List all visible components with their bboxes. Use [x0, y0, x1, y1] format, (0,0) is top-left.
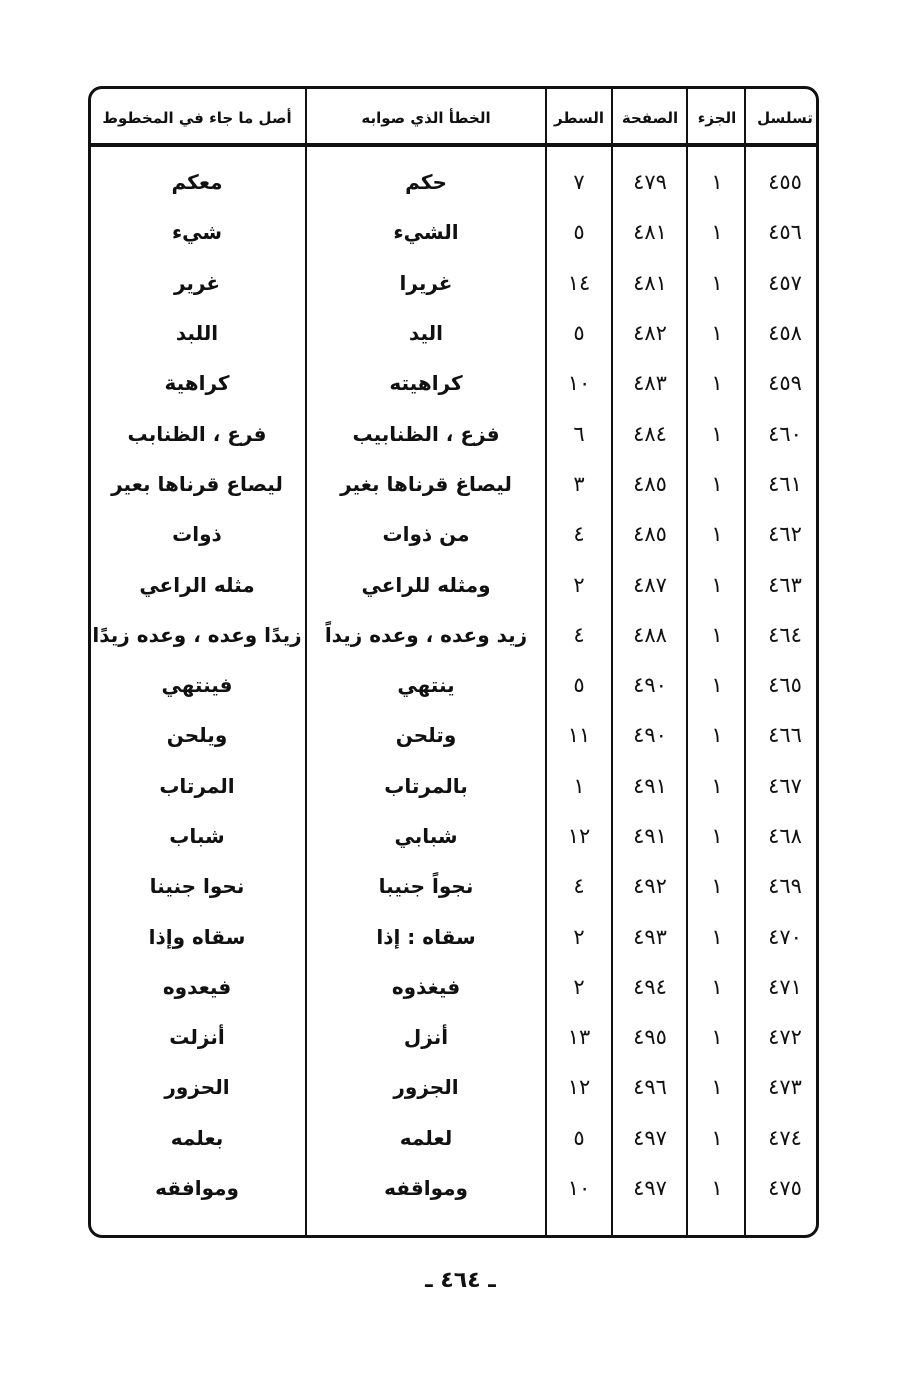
page-cell: ٤٩٤: [633, 974, 667, 999]
wrong-text-cell: نجواً جنيبا: [378, 874, 474, 899]
serial-cell: ٤٧٢: [768, 1025, 802, 1050]
wrong-text-cell: شبابي: [394, 824, 458, 848]
line-cell: ١٠: [567, 371, 591, 396]
part-cell: ١: [711, 974, 723, 999]
wrong-text-cell: الشيء: [393, 220, 459, 245]
table-row: [88, 610, 819, 660]
line-cell: ١٣: [567, 1025, 591, 1050]
wrong-text-cell: الجزور: [393, 1075, 459, 1100]
line-cell: ٦: [573, 421, 585, 446]
part-cell: ١: [711, 622, 723, 647]
serial-cell: ٤٦٩: [768, 874, 802, 899]
line-cell: ٤: [573, 622, 585, 647]
page-cell: ٤٩٢: [633, 874, 667, 899]
wrong-text-cell: ليصاغ قرناها بغير: [340, 471, 512, 496]
line-cell: ٣: [573, 471, 585, 496]
wrong-text-cell: ينتهي: [397, 673, 455, 698]
header-page: الصفحة: [621, 109, 679, 127]
wrong-text-cell: حكم: [405, 170, 447, 195]
original-text-cell: معكم: [171, 170, 223, 195]
table-row: [88, 207, 819, 257]
page-cell: ٤٨١: [633, 270, 667, 295]
part-cell: ١: [711, 673, 723, 698]
page-cell: ٤٨٨: [633, 622, 667, 647]
table-row: [88, 660, 819, 710]
table-row: [88, 861, 819, 911]
table-row: [88, 962, 819, 1012]
part-cell: ١: [711, 773, 723, 798]
serial-cell: ٤٦٧: [768, 773, 802, 798]
page-cell: ٤٨٥: [633, 522, 667, 547]
line-cell: ٢: [573, 924, 585, 949]
header-divider: [88, 143, 819, 147]
wrong-text-cell: أنزل: [403, 1025, 449, 1050]
table-row: [88, 811, 819, 861]
wrong-text-cell: كراهيته: [389, 371, 463, 396]
line-cell: ٥: [573, 220, 585, 245]
table-row: [88, 761, 819, 811]
serial-cell: ٤٧٣: [768, 1075, 802, 1100]
header-part: الجزء: [697, 109, 737, 127]
table-row: [88, 1163, 819, 1213]
page-cell: ٤٩١: [633, 824, 667, 848]
original-text-cell: أنزلت: [169, 1025, 225, 1050]
serial-cell: ٤٦٢: [768, 522, 802, 547]
part-cell: ١: [711, 170, 723, 195]
page-cell: ٤٩٦: [633, 1075, 667, 1100]
table-row: [88, 408, 819, 458]
header-line: السطر: [554, 109, 604, 127]
serial-cell: ٤٦٠: [768, 421, 802, 446]
original-text-cell: فيعدوه: [162, 974, 232, 999]
serial-cell: ٤٦٨: [768, 824, 802, 848]
part-cell: ١: [711, 1025, 723, 1050]
serial-cell: ٤٥٧: [768, 270, 802, 295]
wrong-text-cell: زيد وعده ، وعده زيداً: [324, 622, 528, 647]
page-cell: ٤٨٥: [633, 471, 667, 496]
wrong-text-cell: فيغذوه: [391, 974, 461, 999]
serial-cell: ٤٦٥: [768, 673, 802, 698]
page-number: ـ ٤٦٤ ـ: [425, 1268, 496, 1293]
line-cell: ٢: [573, 974, 585, 999]
table-row: [88, 911, 819, 961]
line-cell: ٤: [573, 874, 585, 899]
original-text-cell: سقاه وإذا: [148, 924, 246, 949]
original-text-cell: ليصاع قرناها بعير: [111, 471, 283, 496]
table-row: [88, 1113, 819, 1163]
table-row: [88, 710, 819, 760]
wrong-text-cell: وتلحن: [395, 723, 457, 748]
part-cell: ١: [711, 874, 723, 899]
line-cell: ٧: [573, 170, 585, 195]
header-serial: تسلسل: [757, 109, 813, 127]
page-cell: ٤٩٣: [633, 924, 667, 949]
serial-cell: ٤٧٤: [768, 1125, 802, 1150]
part-cell: ١: [711, 220, 723, 245]
serial-cell: ٤٦١: [768, 471, 802, 496]
original-text-cell: نحوا جنينا: [149, 874, 245, 899]
original-text-cell: ذوات: [172, 522, 222, 547]
serial-cell: ٤٧٠: [768, 924, 802, 949]
header-original: أصل ما جاء في المخطوط: [102, 109, 292, 127]
table-row: [88, 1012, 819, 1062]
page-cell: ٤٩٥: [633, 1025, 667, 1050]
original-text-cell: الحزور: [164, 1075, 230, 1100]
table-row: [88, 358, 819, 408]
wrong-text-cell: ومواقفه: [384, 1176, 468, 1201]
original-text-cell: اللبد: [175, 321, 219, 346]
original-text-cell: غرير: [173, 270, 221, 295]
serial-cell: ٤٦٤: [768, 622, 802, 647]
page-cell: ٤٧٩: [633, 170, 667, 195]
original-text-cell: شيء: [171, 220, 223, 245]
page-cell: ٤٨١: [633, 220, 667, 245]
part-cell: ١: [711, 1125, 723, 1150]
serial-cell: ٤٥٦: [768, 220, 802, 245]
table-row: [88, 308, 819, 358]
original-text-cell: فينتهي: [161, 673, 233, 698]
line-cell: ١٢: [567, 824, 591, 848]
page-cell: ٤٨٢: [633, 321, 667, 346]
part-cell: ١: [711, 723, 723, 748]
line-cell: ٥: [573, 321, 585, 346]
original-text-cell: شباب: [169, 824, 225, 848]
serial-cell: ٤٥٩: [768, 371, 802, 396]
header-wrong: الخطأ الذي صوابه: [361, 109, 491, 127]
page-cell: ٤٨٧: [633, 572, 667, 597]
part-cell: ١: [711, 522, 723, 547]
serial-cell: ٤٥٥: [768, 170, 802, 195]
line-cell: ١٢: [567, 1075, 591, 1100]
table-body: [88, 157, 819, 1213]
line-cell: ١: [573, 773, 585, 798]
original-text-cell: المرتاب: [159, 773, 235, 798]
wrong-text-cell: اليد: [408, 321, 444, 346]
original-text-cell: كراهية: [164, 371, 230, 396]
serial-cell: ٤٦٣: [768, 572, 802, 597]
page-cell: ٤٩١: [633, 773, 667, 798]
line-cell: ٤: [573, 522, 585, 547]
part-cell: ١: [711, 572, 723, 597]
part-cell: ١: [711, 1075, 723, 1100]
part-cell: ١: [711, 321, 723, 346]
part-cell: ١: [711, 270, 723, 295]
table-row: [88, 559, 819, 609]
original-text-cell: وموافقه: [155, 1176, 239, 1201]
original-text-cell: بعلمه: [170, 1125, 224, 1150]
table-row: [88, 509, 819, 559]
table-row: [88, 258, 819, 308]
line-cell: ١٠: [567, 1176, 591, 1201]
part-cell: ١: [711, 371, 723, 396]
line-cell: ١١: [567, 723, 591, 748]
wrong-text-cell: ومثله للراعي: [361, 572, 491, 597]
table-row: [88, 157, 819, 207]
original-text-cell: مثله الراعي: [139, 572, 255, 597]
table-row: [88, 459, 819, 509]
wrong-text-cell: بالمرتاب: [384, 773, 468, 798]
line-cell: ٢: [573, 572, 585, 597]
part-cell: ١: [711, 924, 723, 949]
serial-cell: ٤٥٨: [768, 321, 802, 346]
part-cell: ١: [711, 1176, 723, 1201]
wrong-text-cell: سقاه : إذا: [376, 924, 476, 949]
wrong-text-cell: لعلمه: [399, 1125, 453, 1150]
part-cell: ١: [711, 824, 723, 848]
part-cell: ١: [711, 471, 723, 496]
page-cell: ٤٨٣: [633, 371, 667, 396]
line-cell: ١٤: [567, 270, 591, 295]
page-cell: ٤٩٧: [633, 1125, 667, 1150]
wrong-text-cell: فزع ، الظنابيب: [352, 421, 500, 446]
serial-cell: ٤٧٥: [768, 1176, 802, 1201]
page-cell: ٤٩٠: [633, 723, 667, 748]
original-text-cell: فرع ، الظنابب: [127, 421, 267, 446]
page-cell: ٤٩٧: [633, 1176, 667, 1201]
original-text-cell: ويلحن: [166, 723, 228, 748]
wrong-text-cell: غريرا: [399, 270, 453, 295]
page-cell: ٤٨٤: [633, 421, 667, 446]
part-cell: ١: [711, 421, 723, 446]
serial-cell: ٤٧١: [768, 974, 802, 999]
original-text-cell: زيدًا وعده ، وعده زيدًا: [92, 622, 302, 647]
serial-cell: ٤٦٦: [768, 723, 802, 748]
line-cell: ٥: [573, 673, 585, 698]
line-cell: ٥: [573, 1125, 585, 1150]
page-cell: ٤٩٠: [633, 673, 667, 698]
wrong-text-cell: من ذوات: [382, 522, 470, 547]
table-row: [88, 1062, 819, 1112]
